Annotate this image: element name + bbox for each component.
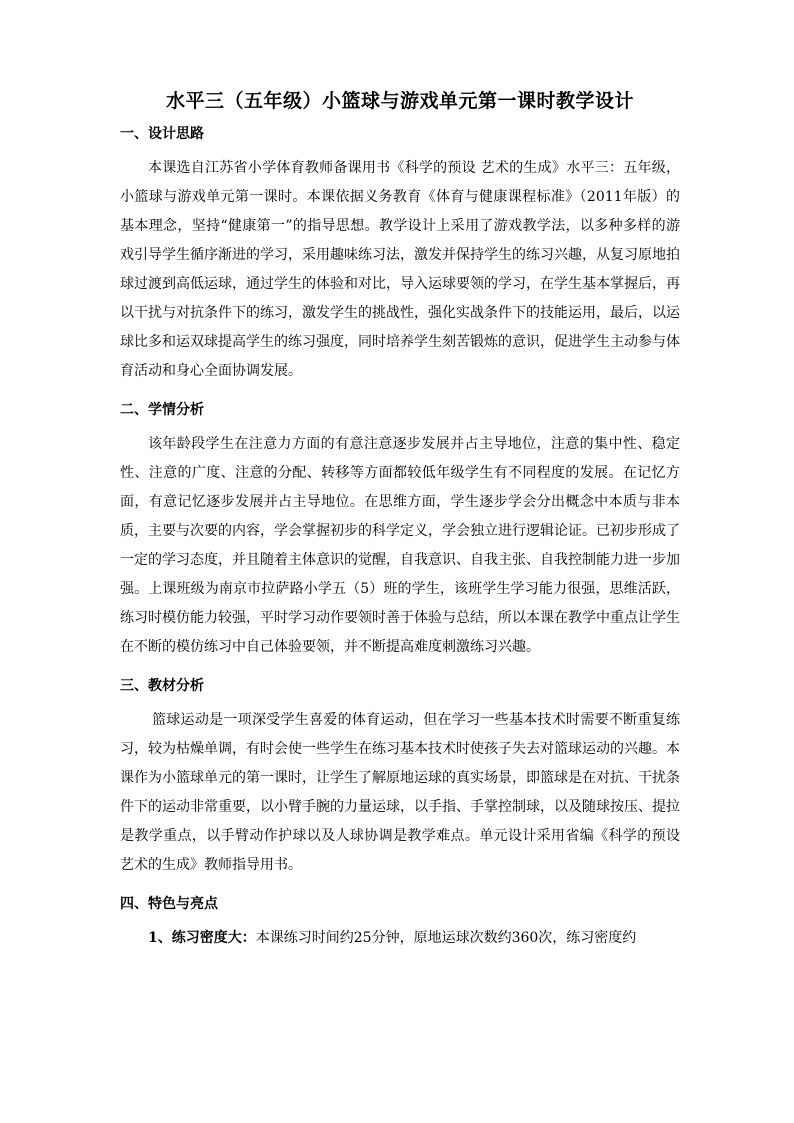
section-heading-design-idea: 一、设计思路 xyxy=(120,126,204,142)
section-heading-student-analysis: 二、学情分析 xyxy=(120,402,204,418)
section-heading-material-analysis: 三、教材分析 xyxy=(120,678,204,694)
feature-label: 1、练习密度大： xyxy=(148,930,256,946)
document-title: 水平三（五年级）小篮球与游戏单元第一课时教学设计 xyxy=(165,90,634,112)
feature-item xyxy=(120,924,680,953)
section-paragraph-student-analysis: 该年龄段学生在注意力方面的有意注意逐步发展并占主导地位，注意的集中性、稳定性、注意的广度、注意的分配、转移等方面都较低年级学生有不同程度的发展。在记忆方面，有意记忆逐步发展并占主导地位。在思维方面，学生逐步学会分出概念中本质与非本质，主要与次要的内容，学会掌握初步的科学定义，学会独立进行逻辑论证。已初步形成了一定的学习态度，并且随着主体意识的觉醒，自我意识、自我主张、自我控制能力进一步加强。上课班级为南京市拉萨路小学五（5）班的学生，该班学生学习能力很强，思维活跃，练习时模仿能力较强，平时学习动作要领时善于体验与总结，所以本课在教学中重点让学生在不断的模仿练习中自己体验要领，并不断提高难度刺激练习兴趣。 xyxy=(120,436,680,655)
feature-text: 本课练习时间约25分钟，原地运球次数约360次，练习密度约 xyxy=(255,930,637,946)
section-paragraph-material-analysis: 篮球运动是一项深受学生喜爱的体育运动，但在学习一些基本技术时需要不断重复练习，较为枯燥单调，有时会使一些学生在练习基本技术时使孩子失去对篮球运动的兴趣。本课作为小篮球单元的第一课时，让学生了解原地运球的真实场景，即篮球是在对抗、干扰条件下的运动非常重要，以小臂手腕的力量运球，以手指、手掌控制球，以及随球按压、提拉是教学重点，以手臂动作护球以及人球协调是教学难点。单元设计采用省编《科学的预设 艺术的生成》教师指导用书。 xyxy=(120,712,680,873)
section-paragraph-design-idea: 本课选自江苏省小学体育教师备课用书《科学的预设 艺术的生成》水平三：五年级，小篮球与游戏单元第一课时。本课依据义务教育《体育与健康课程标准》（2011年版）的基本理念，坚持“健康第一”的指导思想。教学设计上采用了游戏教学法，以多种多样的游戏引导学生循序渐进的学习，采用趣味练习法，激发并保持学生的练习兴趣，从复习原地拍球过渡到高低运球，通过学生的体验和对比，导入运球要领的学习，在学生基本掌握后，再以干扰与对抗条件下的练习，激发学生的挑战性，强化实战条件下的技能运用，最后，以运球比多和运双球提高学生的练习强度，同时培养学生刻苦锻炼的意识，促进学生主动参与体育活动和身心全面协调发展。 xyxy=(120,160,680,379)
section-heading-features: 四、特色与亮点 xyxy=(120,896,218,912)
document-page xyxy=(120,88,680,953)
